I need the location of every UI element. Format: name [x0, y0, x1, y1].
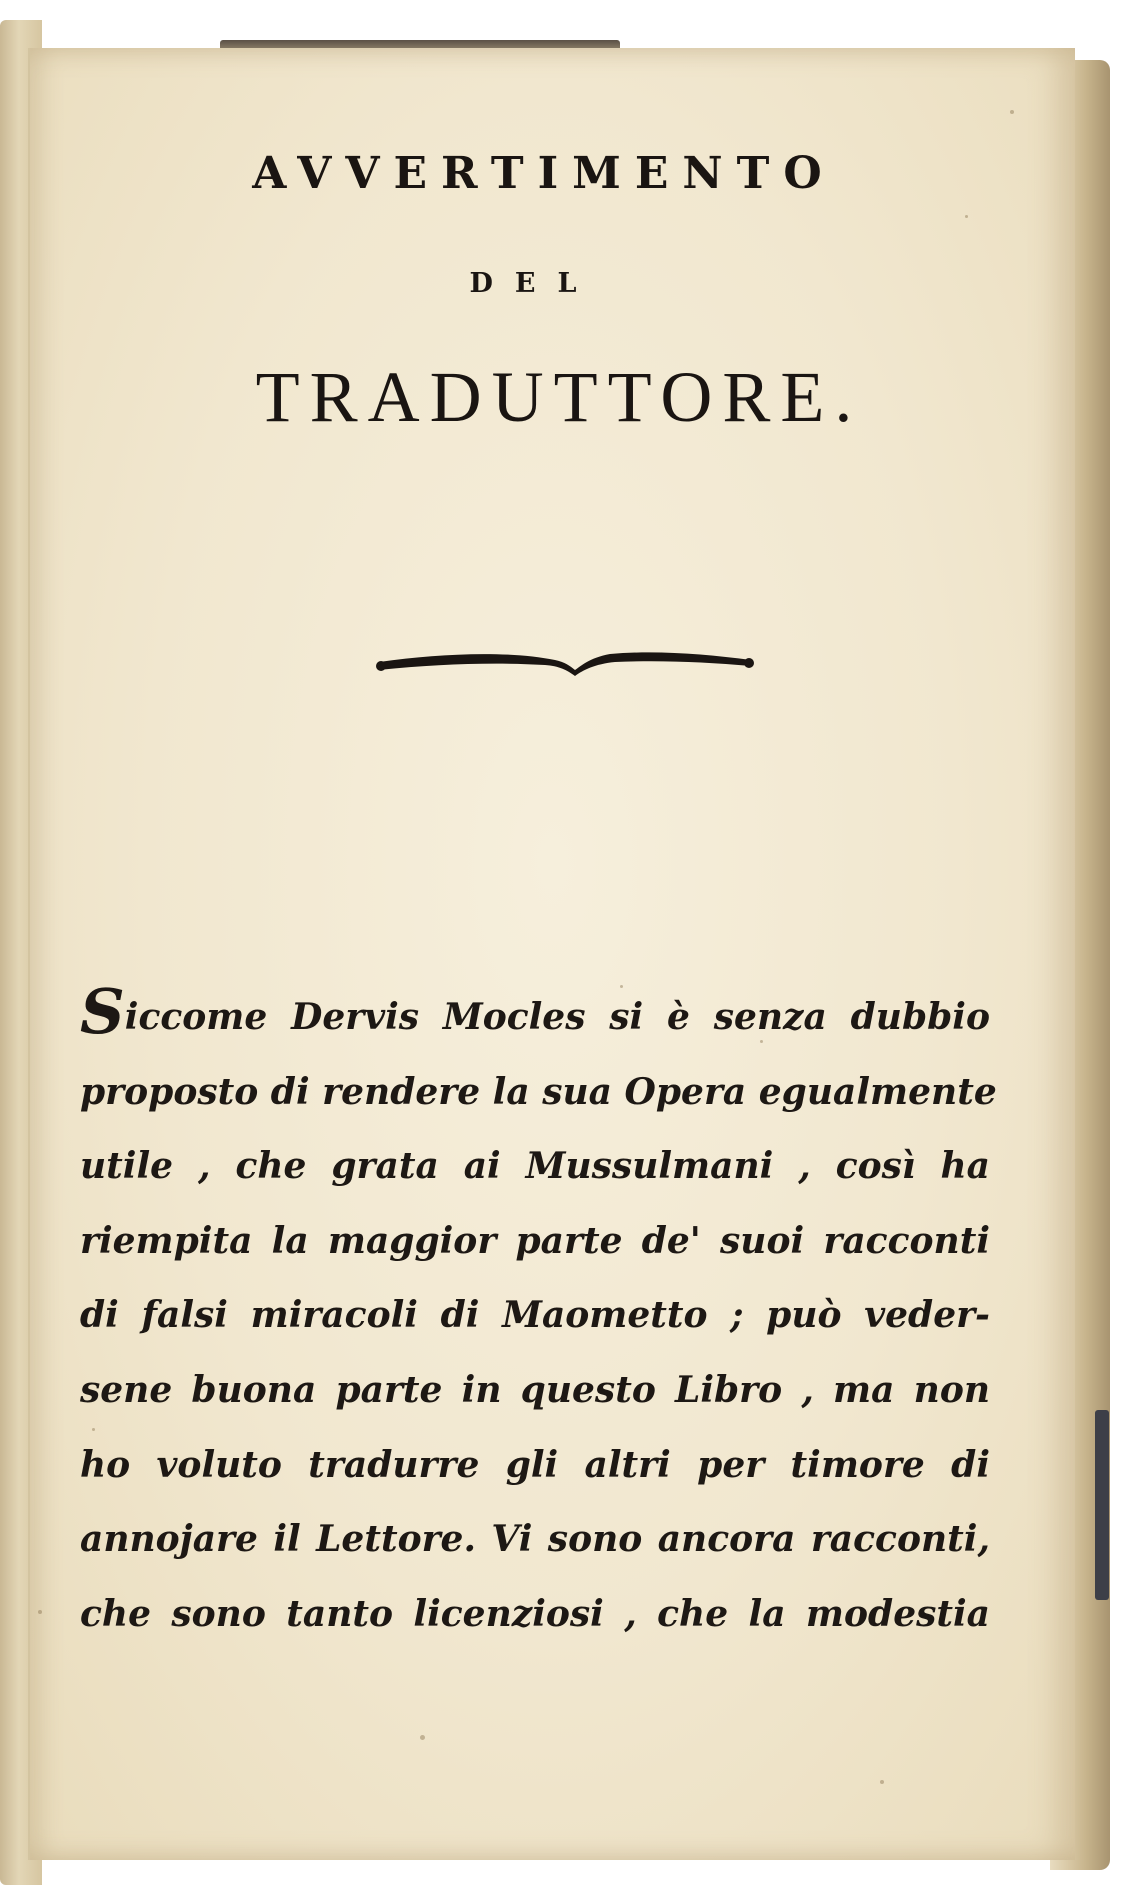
text-line: proposto di rendere la sua Opera egualmente — [80, 1070, 997, 1113]
text-line: ho voluto tradurre gli altri per timore di — [80, 1443, 990, 1486]
title-avvertimento: AVVERTIMENTO — [252, 148, 836, 199]
text-line: sene buona parte in questo Libro , ma non — [80, 1368, 990, 1411]
text-line: di falsi miracoli di Maometto ; può veder- — [80, 1294, 990, 1337]
text-line: annojare il Lettore. Vi sono ancora racconti, — [80, 1518, 990, 1561]
text-line: riempita la maggior parte de' suoi racconti — [80, 1219, 990, 1262]
title-traduttore: TRADUTTORE. — [255, 357, 863, 437]
text-line: che sono tanto licenziosi , che la modestia — [80, 1592, 990, 1635]
wave-rule-ornament-icon — [375, 640, 755, 680]
title-del: DEL — [469, 268, 599, 299]
binding-strip — [1095, 1410, 1109, 1600]
body-paragraph — [80, 975, 997, 1651]
drop-cap: S — [80, 975, 125, 1048]
text-line: utile , che grata ai Mussulmani , così ha — [80, 1145, 990, 1188]
text-line: Siccome Dervis Mocles si è senza dubbio — [80, 975, 990, 1048]
